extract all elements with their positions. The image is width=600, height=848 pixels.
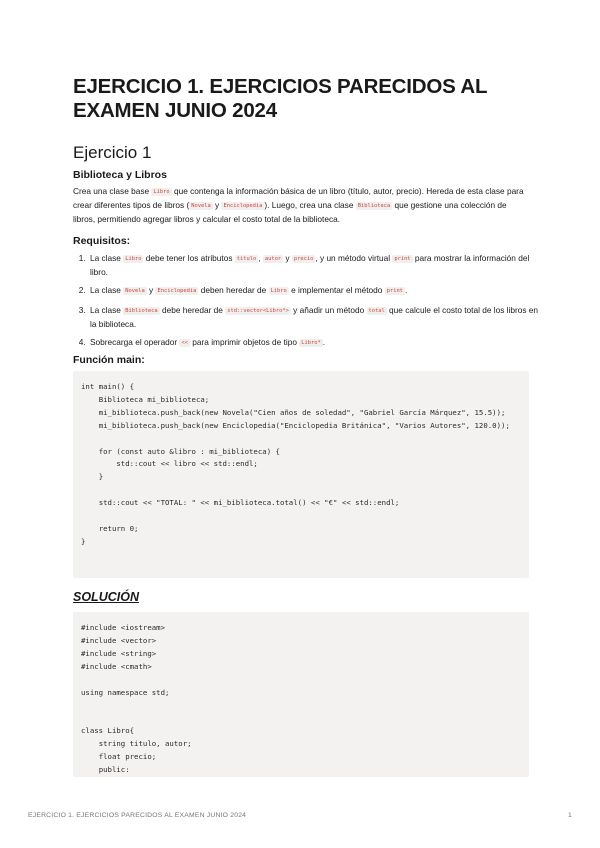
inline-code: Libro* [301, 340, 321, 347]
inline-code: precio [293, 256, 314, 262]
solution-code: #include <iostream> #include <vector> #include <string> #include <cmath> using namespace std; class Libro{ string titulo, autor; float precio; public: [81, 623, 192, 774]
solution-code-block [73, 612, 529, 777]
list-item: 1. La clase Libro debe tener los atributos titulo , autor y precio , y un método virtual print para mostrar la información del libro. [88, 252, 544, 279]
inline-code: print [386, 288, 403, 295]
main-heading: Función main: [73, 354, 145, 366]
page-footer: EJERCICIO 1. EJERCICIOS PARECIDOS AL EXAMEN JUNIO 2024 [28, 812, 247, 819]
main-code-block [73, 371, 529, 578]
requisitos-heading: Requisitos: [73, 235, 131, 247]
inline-code: Novela [191, 203, 211, 210]
inline-code: std::vector<Libro*> [227, 307, 289, 314]
inline-code: Libro [125, 256, 142, 262]
requisitos-list [73, 252, 544, 355]
inline-code: Libro [270, 288, 287, 295]
list-item: 4. Sobrecarga el operador << para imprimir objetos de tipo Libro* . [88, 336, 544, 350]
intro-paragraph: Crea una clase base Libro que contenga la información básica de un libro (título, autor, precio). Hereda de esta clase para crear diferentes tipos de libros ( Novela y Enciclopedia ). Luego, crea una clase Biblioteca que gestione una colección de libros, permitiendo agregar libros y calcular el costo total de la biblioteca. [73, 186, 524, 225]
exercise-heading: Ejercicio 1 [73, 143, 152, 162]
inline-code: total [368, 307, 385, 314]
list-item: 2. La clase Novela y Enciclopedia deben heredar de Libro e implementar el método print . [88, 284, 544, 298]
exercise-subtitle: Biblioteca y Libros [73, 169, 167, 181]
inline-code: Libro [153, 189, 170, 195]
inline-code: Biblioteca [125, 307, 158, 314]
inline-code: Enciclopedia [157, 288, 197, 295]
inline-code: Novela [125, 288, 145, 295]
solution-heading: SOLUCIÓN [73, 590, 139, 604]
page-number: 1 [568, 812, 572, 819]
list-item: 3. La clase Biblioteca debe heredar de std::vector<Libro*> y añadir un método total que calcule el costo total de los libros en la biblioteca. [88, 304, 544, 331]
inline-code: Biblioteca [357, 203, 391, 210]
inline-code: << [181, 340, 188, 347]
main-code: int main() { Biblioteca mi_biblioteca; mi_biblioteca.push_back(new Novela("Cien años de soledad", "Gabriel García Márquez", 15.5)); mi_biblioteca.push_back(new Enciclopedia("Enciclopedia Británica", "Varios Autores", 120.0)); for (const auto &libro : mi_biblioteca) { std::cout << libro << std::endl; } std::cout << "TOTAL: " << mi_biblioteca.total() << "€" << std::endl; return 0; } [81, 382, 510, 546]
page-title: EJERCICIO 1. EJERCICIOS PARECIDOS AL EXAMEN JUNIO 2024 [73, 75, 487, 122]
inline-code: Enciclopedia [223, 203, 263, 210]
inline-code: autor [264, 256, 282, 262]
inline-code: print [394, 256, 411, 262]
inline-code: titulo [236, 256, 257, 262]
